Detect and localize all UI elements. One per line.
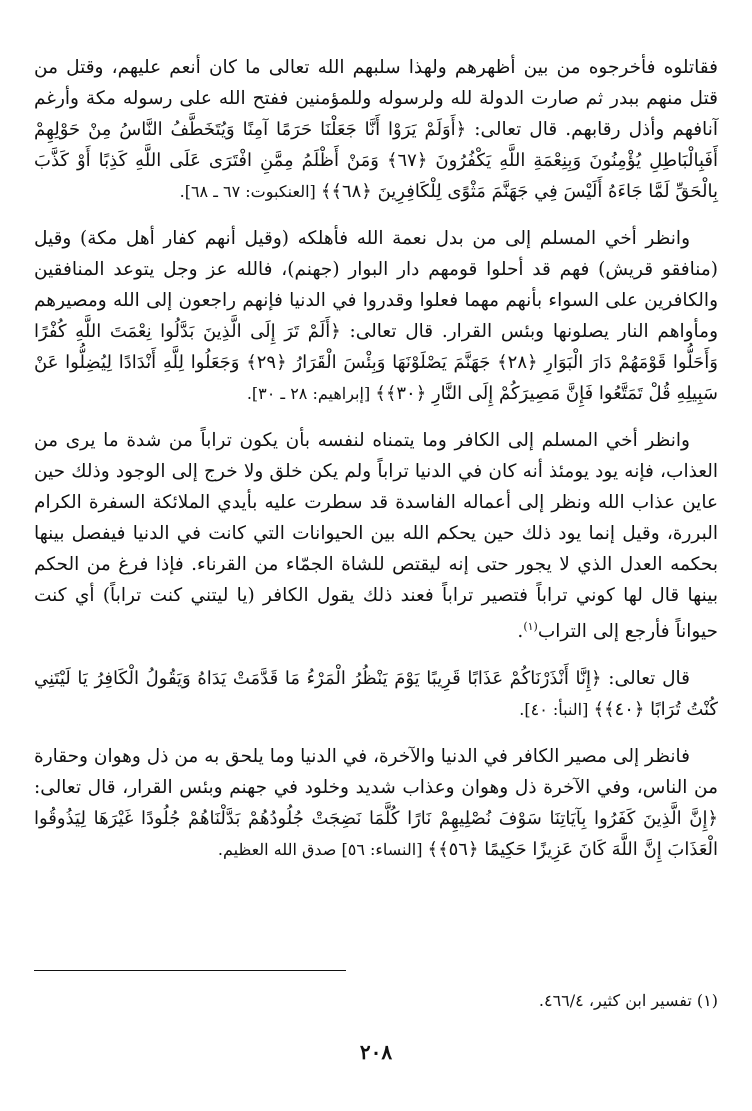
paragraph-3-text: وانظر أخي المسلم إلى الكافر وما يتمناه لنفسه بأن يكون تراباً من شدة ما يرى من العذاب، فإنه يود يومئذ أنه كان في الدنيا تراباً ولم يكن خلق ولا خرج إلى الوجود وذلك حين عاين عذاب الله ونظر إلى أعماله الفاسدة قد سطرت عليه بأيدي الملائكة السفرة الكرام البررة، وقيل إنما يود ذلك حين يحكم الله بين الحيوانات التي كانت في الدنيا فيفصل بينها بحكمه العدل الذي لا يجور حتى إنه ليقتص للشاة الجمّاء من القرناء. فإذا فرغ من الحكم بينها قال لها كوني تراباً فتصير تراباً فعند ذلك يقول الكافر (يا ليتني كنت تراباً) أي كنت حيواناً فأرجع إلى التراب [34, 430, 718, 643]
paragraph-4-text: قال تعالى: [601, 668, 690, 690]
paragraph-4-reference: [النبأ: ٤٠]. [519, 700, 594, 720]
paragraph-4 [34, 663, 718, 725]
paragraph-5-quran-verse: ﴿إِنَّ الَّذِينَ كَفَرُوا بِآيَاتِنَا سَوْفَ نُصْلِيهِمْ نَارًا كُلَّمَا نَضِجَتْ جُلُودُهُمْ بَدَّلْنَاهُمْ جُلُودًا غَيْرَهَا لِيَذُوقُوا الْعَذَابَ إِنَّ اللَّهَ كَانَ عَزِيزًا حَكِيمًا ﴿٥٦﴾﴾ [34, 808, 718, 861]
footnote-marker: (١) [523, 620, 538, 633]
paragraph-5-reference: [النساء: ٥٦] صدق الله العظيم. [217, 840, 428, 860]
paragraph-1 [34, 52, 718, 207]
paragraph-2-reference: [إبراهيم: ٢٨ ـ ٣٠]. [246, 384, 376, 403]
paragraph-3-end: . [517, 621, 524, 643]
footnote-divider [34, 970, 346, 971]
paragraph-2-quran-verse: ﴿أَلَمْ تَرَ إِلَى الَّذِينَ بَدَّلُوا نِعْمَتَ اللَّهِ كُفْرًا وَأَحَلُّوا قَوْمَهُمْ دَارَ الْبَوَارِ ﴿٢٨﴾ جَهَنَّمَ يَصْلَوْنَهَا وَبِئْسَ الْقَرَارُ ﴿٢٩﴾ وَجَعَلُوا لِلَّهِ أَنْدَادًا لِيُضِلُّوا عَنْ سَبِيلِهِ قُلْ تَمَتَّعُوا فَإِنَّ مَصِيرَكُمْ إِلَى النَّارِ ﴿٣٠﴾﴾ [34, 321, 719, 404]
paragraph-4-quran-verse: ﴿إِنَّا أَنْذَرْنَاكُمْ عَذَابًا قَرِيبًا يَوْمَ يَنْظُرُ الْمَرْءُ مَا قَدَّمَتْ يَدَاهُ وَيَقُولُ الْكَافِرُ يَا لَيْتَنِي كُنْتُ تُرَابًا ﴿٤٠﴾﴾ [34, 668, 718, 721]
paragraph-2 [34, 223, 718, 409]
paragraph-5-text: فانظر إلى مصير الكافر في الدنيا والآخرة، في الدنيا وما يلحق به من ذل وهوان وحقارة من الناس، وفي الآخرة ذل وهوان وعذاب شديد وخلود في جهنم وبئس القرار، قال تعالى: [34, 746, 718, 799]
page-number: ٢٠٨ [359, 1040, 393, 1064]
paragraph-1-reference: [العنكبوت: ٦٧ ـ ٦٨]. [179, 182, 321, 201]
paragraph-1-text: فقاتلوه فأخرجوه من بين أظهرهم ولهذا سلبهم الله تعالى ما كان أنعم عليهم، وقتل من قتل منهم ببدر ثم صارت الدولة لله ولرسوله وللمؤمنين ففتح الله على رسوله مكة وأرغم آنافهم وأذل رقابهم. قال تعالى: [34, 57, 718, 140]
footnote: (١) تفسير ابن كثير، ٤٦٦/٤. [538, 991, 718, 1010]
paragraph-2-text: وانظر أخي المسلم إلى من بدل نعمة الله فأهلكه (وقيل أنهم كفار أهل مكة) وقيل (منافقو قريش) فهم قد أحلوا قومهم دار البوار (جهنم)، فالله عز وجل يتوعد المنافقين والكافرين على السواء بأنهم مهما فعلوا وقدروا في الدنيا فإنهم راجعون إلى الله ومصيرهم ومأواهم النار يصلونها وبئس القرار. قال تعالى: [34, 228, 719, 342]
paragraph-5 [34, 741, 718, 865]
paragraph-3 [34, 425, 718, 647]
page-body [34, 52, 718, 881]
paragraph-1-quran-verse: ﴿أَوَلَمْ يَرَوْا أَنَّا جَعَلْنَا حَرَمًا آمِنًا وَيُتَخَطَّفُ النَّاسُ مِنْ حَوْلِهِمْ أَفَبِالْبَاطِلِ يُؤْمِنُونَ وَبِنِعْمَةِ اللَّهِ يَكْفُرُونَ ﴿٦٧﴾ وَمَنْ أَظْلَمُ مِمَّنِ افْتَرَى عَلَى اللَّهِ كَذِبًا أَوْ كَذَّبَ بِالْحَقِّ لَمَّا جَاءَهُ أَلَيْسَ فِي جَهَنَّمَ مَثْوًى لِلْكَافِرِينَ ﴿٦٨﴾﴾ [34, 119, 718, 202]
